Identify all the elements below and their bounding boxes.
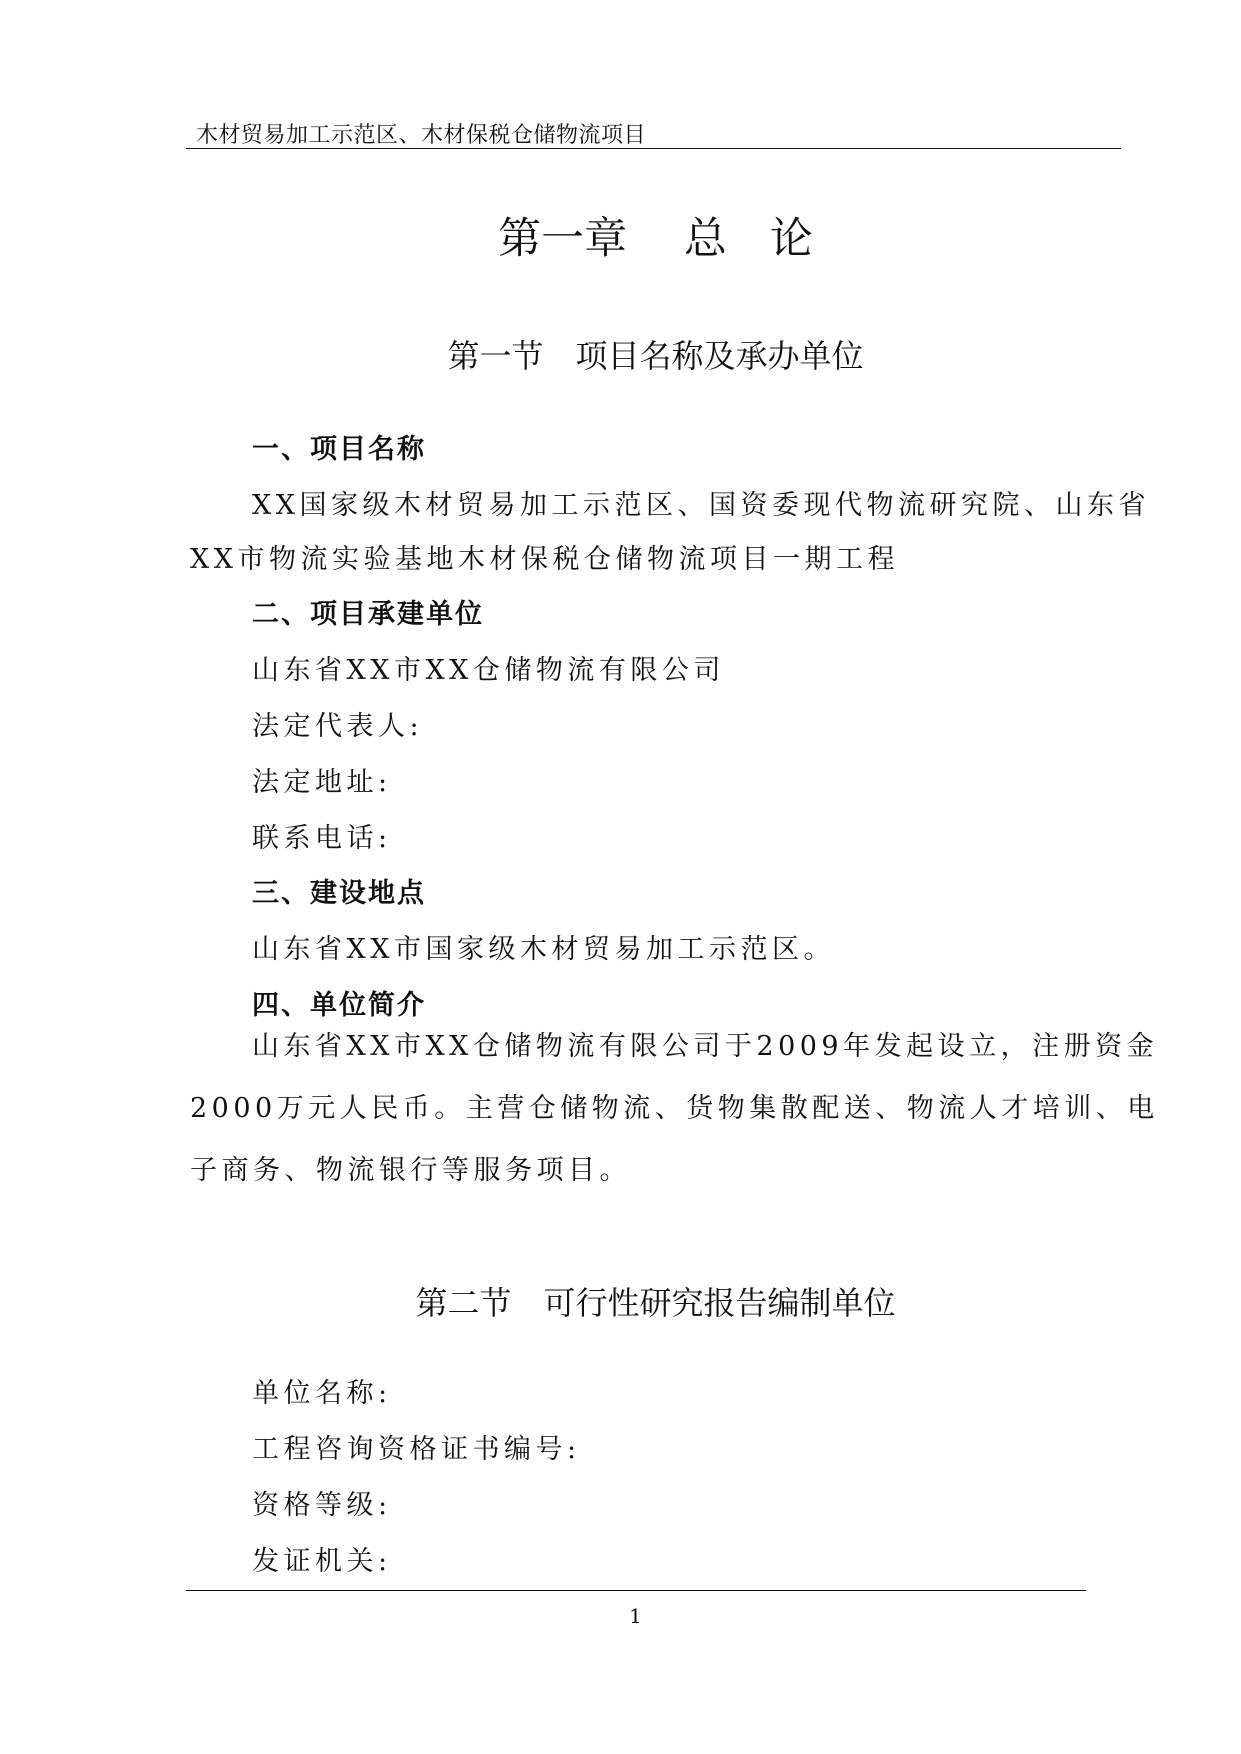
body-line: 2000万元人民币。主营仓储物流、货物集散配送、物流人才培训、电 [190, 1093, 1159, 1124]
body-line: 单位名称: [252, 1378, 392, 1409]
subheading-company-profile: 四、单位简介 [252, 990, 426, 1021]
body-line: 子商务、物流银行等服务项目。 [190, 1155, 631, 1186]
body-line: 山东省XX市XX仓储物流有限公司 [252, 655, 725, 686]
body-line: 山东省XX市XX仓储物流有限公司于2009年发起设立，注册资金 [252, 1031, 1159, 1062]
body-line: 联系电话: [252, 823, 392, 854]
subheading-builder: 二、项目承建单位 [252, 599, 484, 630]
chapter-title: 第一章 总 论 [498, 214, 813, 264]
body-line: XX国家级木材贸易加工示范区、国资委现代物流研究院、山东省 [252, 490, 1150, 521]
section-title: 第一节 项目名称及承办单位 [447, 337, 864, 375]
footer-rule [186, 1590, 1086, 1591]
running-header: 木材贸易加工示范区、木材保税仓储物流项目 [196, 123, 647, 148]
body-line: 发证机关: [252, 1546, 392, 1577]
header-rule [186, 148, 1121, 149]
body-line: 山东省XX市国家级木材贸易加工示范区。 [252, 934, 835, 965]
body-line: 资格等级: [252, 1490, 392, 1521]
body-line: 法定地址: [252, 767, 392, 798]
subheading-location: 三、建设地点 [252, 878, 426, 909]
page-number: 1 [629, 1604, 642, 1628]
body-line: XX市物流实验基地木材保税仓储物流项目一期工程 [190, 544, 899, 575]
section-title: 第二节 可行性研究报告编制单位 [415, 1284, 896, 1322]
body-line: 法定代表人: [252, 711, 424, 742]
subheading-project-name: 一、项目名称 [252, 434, 426, 465]
body-line: 工程咨询资格证书编号: [252, 1434, 581, 1465]
